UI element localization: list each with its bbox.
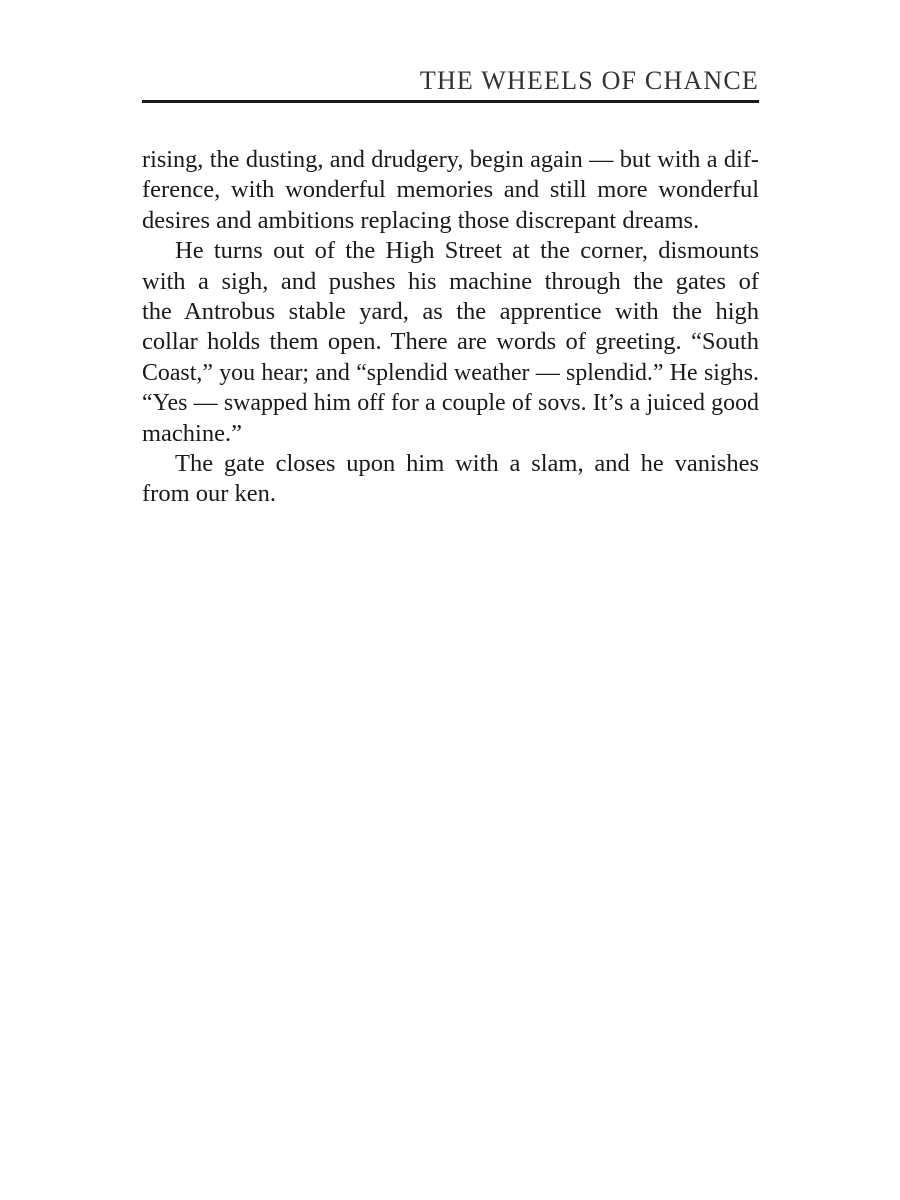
running-header: THE WHEELS OF CHANCE <box>419 66 759 95</box>
text-line: the Antrobus stable yard, as the apprentice with the high <box>142 297 759 325</box>
text-line: rising, the dusting, and drudgery, begin again — but with a dif- <box>142 146 759 173</box>
text-line: ference, with wonderful memories and still more wonderful <box>142 176 759 204</box>
text-line: desires and ambitions replacing those discrepant dreams. <box>142 206 700 234</box>
text-line: Coast,” you hear; and “splendid weather — splendid.” He sighs. <box>142 359 759 386</box>
text-line: He turns out of the High Street at the corner, dismounts <box>175 237 759 265</box>
paragraph <box>142 145 759 236</box>
paragraph <box>142 449 759 510</box>
text-line: collar holds them open. There are words of greeting. “South <box>142 328 759 356</box>
header-rule <box>142 100 759 103</box>
text-line: The gate closes upon him with a slam, and he vanishes <box>175 449 759 477</box>
paragraph <box>142 236 759 449</box>
text-line: “Yes — swapped him off for a couple of sovs. It’s a juiced good <box>142 390 759 417</box>
text-line: from our ken. <box>142 480 277 508</box>
text-line: with a sigh, and pushes his machine through the gates of <box>142 267 759 295</box>
body-text <box>142 145 759 510</box>
text-line: machine.” <box>142 419 242 447</box>
